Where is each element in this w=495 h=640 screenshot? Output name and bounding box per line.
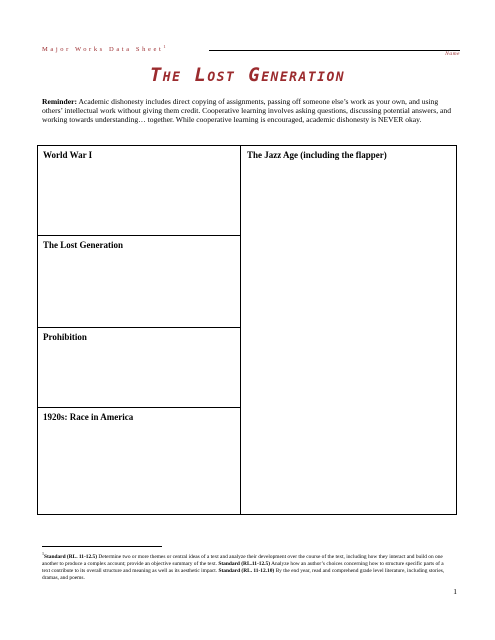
cell-world-war-i[interactable] bbox=[38, 146, 240, 236]
cell-label-race-in-america: 1920s: Race in America bbox=[43, 412, 134, 422]
left-column bbox=[38, 146, 241, 514]
header-title bbox=[42, 44, 166, 53]
cell-jazz-age[interactable] bbox=[241, 146, 456, 514]
standard-1-label: Standard (RL. 11-12.5) bbox=[44, 553, 98, 560]
cell-label-lost-generation: The Lost Generation bbox=[43, 240, 123, 250]
footnote-rule bbox=[42, 546, 162, 547]
page-number: 1 bbox=[453, 587, 457, 596]
reminder-text: Academic dishonesty includes direct copying of assignments, passing off someone else’s work as your own, and using others’ intellectual work without giving them credit. Cooperative learning involves asking questions, discussing potential answers, and working towards understanding… together. While cooperative learning is encouraged, academic dishonesty is NEVER okay. bbox=[42, 97, 451, 125]
footnote-ref: 1 bbox=[42, 551, 44, 556]
cell-label-prohibition: Prohibition bbox=[43, 332, 87, 342]
reminder-label: Reminder: bbox=[42, 97, 78, 106]
standard-3-label: Standard (RL. 11-12.10) bbox=[218, 568, 275, 575]
standard-2-text: Analyze how an author’s choices concerning how to structure specific parts of a text contribute to its overall structure and meaning as well as its aesthetic impact. bbox=[42, 561, 444, 575]
name-label: Name bbox=[445, 51, 460, 57]
standard-2-label: Standard (RL.11-12.5) bbox=[218, 561, 271, 567]
footnote bbox=[42, 550, 452, 583]
header-footnote-ref: 1 bbox=[163, 44, 166, 49]
name-line bbox=[209, 50, 460, 51]
cell-prohibition[interactable] bbox=[38, 328, 240, 408]
reminder-paragraph bbox=[42, 97, 457, 124]
cell-race-in-america[interactable] bbox=[38, 408, 240, 514]
notes-grid bbox=[37, 145, 457, 515]
cell-label-jazz-age: The Jazz Age (including the flapper) bbox=[247, 150, 387, 160]
cell-lost-generation[interactable] bbox=[38, 236, 240, 328]
page-title: The Lost Generation bbox=[149, 64, 346, 86]
standard-3-text: By the end year, read and comprehend grade level literature, including stories, dramas, and poems. bbox=[42, 568, 445, 582]
cell-label-world-war-i: World War I bbox=[43, 150, 93, 160]
header-title-text: Major Works Data Sheet bbox=[42, 46, 164, 54]
standard-1-text: Determine two or more themes or central ideas of a text and analyze their development over the course of the text, including how they interact and build on one another to produce a complex account; provide an objective summary of the text. bbox=[42, 553, 443, 567]
